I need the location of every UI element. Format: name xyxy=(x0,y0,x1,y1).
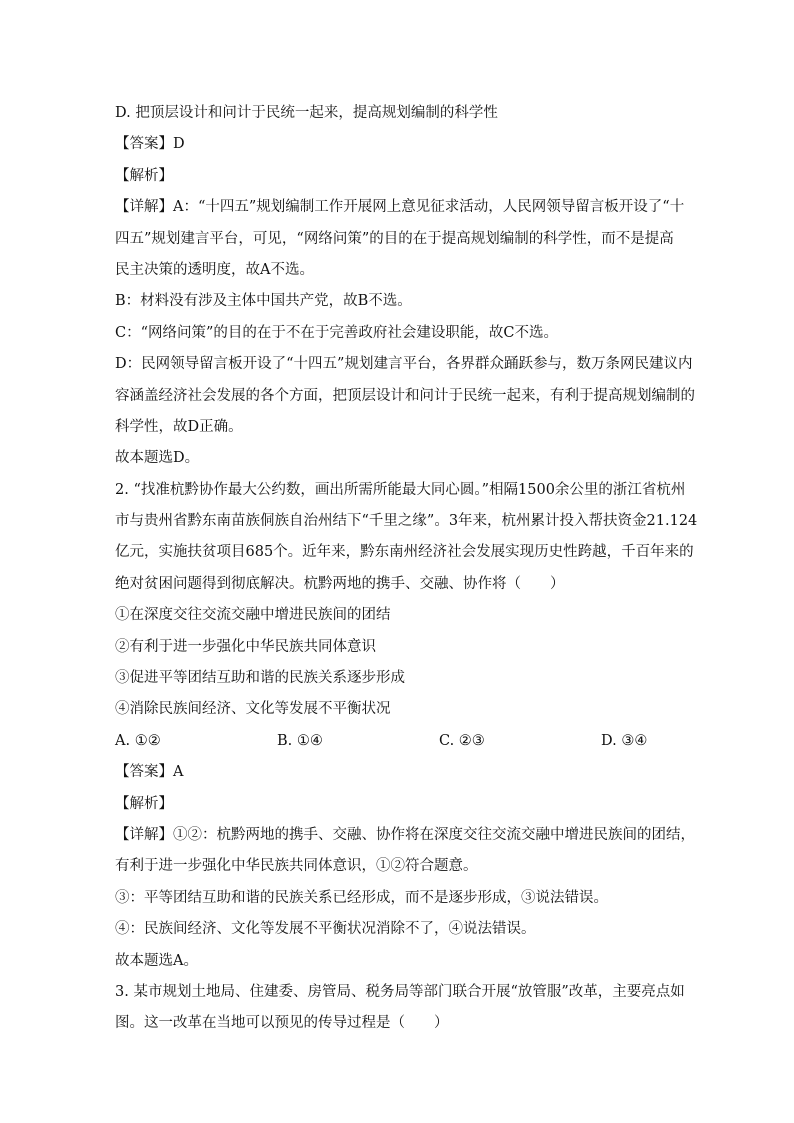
q2-stem-line: 绝对贫困问题得到彻底解决。杭黔两地的携手、交融、协作将（ ） xyxy=(115,575,565,592)
q1-answer: 【答案】D xyxy=(115,136,185,153)
q1-detail-line: D：民网领导留言板开设了“十四五”规划建言平台，各界群众踊跃参与，数万条网民建议内 xyxy=(115,356,693,373)
q1-detail-line: C：“网络问策”的目的在于不在于完善政府社会建设职能，故C不选。 xyxy=(115,324,559,341)
q2-choice-d: D. ③④ xyxy=(601,732,648,749)
q2-stem-line: 2. “找准杭黔协作最大公约数，画出所需所能最大同心圆。”相隔1500余公里的浙江省杭州 xyxy=(115,481,686,498)
q2-choice-b: B. ①④ xyxy=(277,732,323,749)
q2-stem-line: 亿元，实施扶贫项目685个。近年来，黔东南州经济社会发展实现历史性跨越，千百年来的 xyxy=(115,544,694,561)
q2-statement: ③促进平等团结互助和谐的民族关系逐步形成 xyxy=(115,670,405,687)
q2-detail-line: 有利于进一步强化中华民族共同体意识，①②符合题意。 xyxy=(115,858,478,875)
q1-detail-line: B：材料没有涉及主体中国共产党，故B不选。 xyxy=(115,293,412,310)
q2-detail-line: 【详解】①②：杭黔两地的携手、交融、协作将在深度交往交流交融中增进民族间的团结， xyxy=(115,826,695,843)
q2-conclusion: 故本题选A。 xyxy=(115,952,198,969)
q2-choices xyxy=(115,726,685,757)
q2-answer: 【答案】A xyxy=(115,764,184,781)
q2-choice-a: A. ①② xyxy=(115,732,161,749)
q1-detail-line: 四五”规划建言平台，可见，“网络问策”的目的在于提高规划编制的科学性，而不是提高 xyxy=(115,230,674,247)
q1-detail-line: 科学性，故D正确。 xyxy=(115,418,243,435)
q2-statement: ②有利于进一步强化中华民族共同体意识 xyxy=(115,638,376,655)
q2-stem-line: 市与贵州省黔东南苗族侗族自治州结下“千里之缘”。3年来，杭州累计投入帮扶资金21.124 xyxy=(115,513,698,530)
q1-option-d: D. 把顶层设计和问计于民统一起来，提高规划编制的科学性 xyxy=(115,105,498,121)
q2-choice-c: C. ②③ xyxy=(439,732,485,749)
q2-analysis-label: 【解析】 xyxy=(115,795,173,812)
page-content xyxy=(115,98,698,1040)
q1-analysis-label: 【解析】 xyxy=(115,167,173,184)
q1-detail-line: 容涵盖经济社会发展的各个方面，把顶层设计和问计于民统一起来，有利于提高规划编制的 xyxy=(115,387,695,404)
q1-detail-line: 民主决策的透明度，故A不选。 xyxy=(115,261,314,278)
q2-statement: ①在深度交往交流交融中增进民族间的团结 xyxy=(115,607,391,624)
q1-detail-line: 【详解】A：“十四五”规划编制工作开展网上意见征求活动，人民网领导留言板开设了“十 xyxy=(115,199,685,216)
q2-detail-line: ③：平等团结互助和谐的民族关系已经形成，而不是逐步形成，③说法错误。 xyxy=(115,889,608,906)
q2-detail-line: ④：民族间经济、文化等发展不平衡状况消除不了，④说法错误。 xyxy=(115,921,536,938)
q1-conclusion: 故本题选D。 xyxy=(115,450,200,467)
q3-stem-line: 3. 某市规划土地局、住建委、房管局、税务局等部门联合开展“放管服”改革，主要亮点如 xyxy=(115,983,685,1000)
q2-statement: ④消除民族间经济、文化等发展不平衡状况 xyxy=(115,701,391,718)
q3-stem-line: 图。这一改革在当地可以预见的传导过程是（ ） xyxy=(115,1015,449,1032)
